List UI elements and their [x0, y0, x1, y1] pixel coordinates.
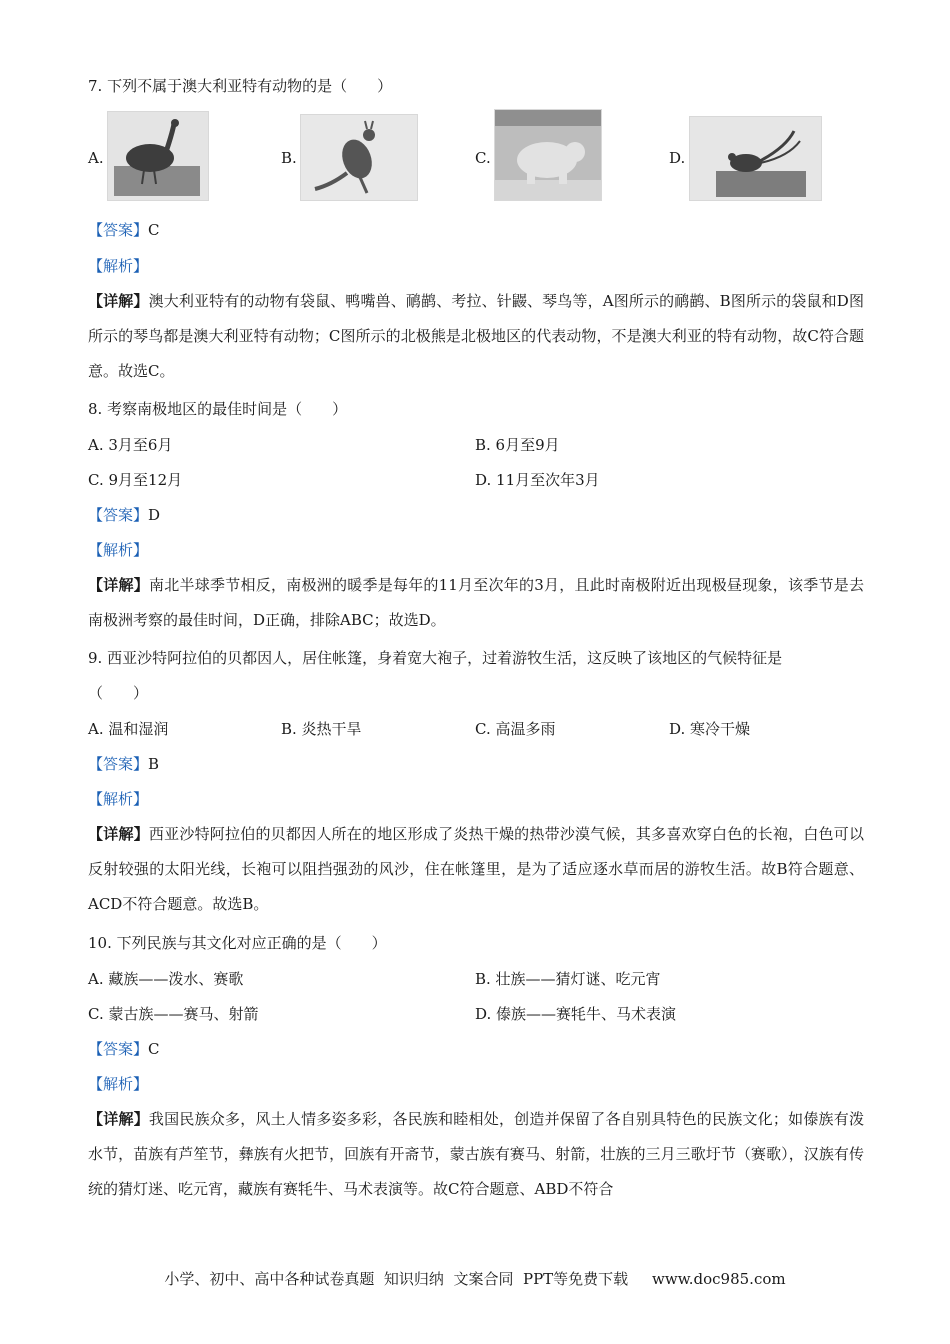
emu-icon	[108, 112, 208, 200]
analysis-tag: 解析	[103, 541, 134, 559]
q7-detail-paragraph: 【详解】澳大利亚特有的动物有袋鼠、鸭嘴兽、鸸鹋、考拉、针鼹、琴鸟等，A图所示的鸸鹋、B图所示的袋鼠和D图所示的琴鸟都是澳大利亚特有动物；C图所示的北极熊是北极地区的代表动物，不是澳大利亚的特有动物，故C符合题意。故选C。	[88, 292, 864, 380]
lyrebird-icon	[690, 117, 821, 200]
q9-stem-text: 9. 西亚沙特阿拉伯的贝都因人，居住帐篷，身着宽大袍子，过着游牧生活，这反映了该地区的气候特征是	[88, 649, 783, 667]
q7-option-c-label: C.	[475, 149, 491, 167]
detail-tag: 详解	[103, 825, 134, 843]
q10-option-c: C. 蒙古族——赛马、射箭	[88, 1005, 259, 1023]
q8-answer-line: 【答案】D	[88, 506, 161, 524]
detail-tag: 详解	[103, 292, 134, 310]
answer-value: B	[148, 755, 160, 773]
q9-option-b: B. 炎热干旱	[281, 720, 362, 738]
detail-tag: 详解	[103, 576, 134, 594]
q8-detail-paragraph: 【详解】南北半球季节相反，南极洲的暖季是每年的11月至次年的3月，且此时南极附近出现极昼现象，该季节是去南极洲考察的最佳时间，D正确，排除ABC；故选D。	[88, 576, 864, 629]
kangaroo-image	[300, 114, 418, 201]
q9-option-d: D. 寒冷干燥	[669, 720, 751, 738]
q10-option-b: B. 壮族——猜灯谜、吃元宵	[475, 970, 661, 988]
q8-stem: 8. 考察南极地区的最佳时间是（ ）	[88, 400, 348, 418]
polar-bear-image	[494, 109, 602, 201]
q9-option-a: A. 温和湿润	[88, 720, 169, 738]
q9-stem	[88, 641, 864, 711]
q8-option-d: D. 11月至次年3月	[475, 471, 600, 489]
q10-detail-paragraph: 【详解】我国民族众多，风土人情多姿多彩，各民族和睦相处，创造并保留了各自别具特色的民族文化；如傣族有泼水节，苗族有芦笙节，彝族有火把节，回族有开斋节，蒙古族有赛马、射箭，壮族的三月三歌圩节（赛歌），汉族有传统的猜灯迷、吃元宵，藏族有赛牦牛、马术表演等。故C符合题意、ABD不符合	[88, 1110, 864, 1198]
q8-analysis-line: 【解析】	[88, 541, 149, 559]
q10-option-d: D. 傣族——赛牦牛、马术表演	[475, 1005, 677, 1023]
q7-answer-line: 【答案】C	[88, 221, 160, 239]
q9-analysis-line: 【解析】	[88, 790, 149, 808]
analysis-tag: 解析	[103, 1075, 134, 1093]
kangaroo-icon	[301, 115, 417, 200]
detail-tag: 详解	[103, 1110, 134, 1128]
answer-value: C	[148, 221, 160, 239]
lyrebird-image	[689, 116, 822, 201]
q8-option-a: A. 3月至6月	[88, 436, 173, 454]
q9-option-c: C. 高温多雨	[475, 720, 556, 738]
q10-analysis-line: 【解析】	[88, 1075, 149, 1093]
q9-answer-line: 【答案】B	[88, 755, 160, 773]
answer-value: C	[148, 1040, 160, 1058]
analysis-tag: 解析	[103, 257, 134, 275]
detail-text: 我国民族众多，风土人情多姿多彩，各民族和睦相处，创造并保留了各自别具特色的民族文化；如傣族有泼水节，苗族有芦笙节，彝族有火把节，回族有开斋节，蒙古族有赛马、射箭，壮族的三月三歌圩节（赛歌），汉族有传统的猜灯迷、吃元宵，藏族有赛牦牛、马术表演等。故C符合题意、ABD不符合	[88, 1110, 864, 1198]
q7-option-a-label: A.	[88, 149, 104, 167]
q10-option-a: A. 藏族——泼水、赛歌	[88, 970, 244, 988]
answer-tag: 答案	[103, 221, 134, 239]
answer-tag: 答案	[103, 506, 134, 524]
q7-analysis-line: 【解析】	[88, 257, 149, 275]
detail-text: 西亚沙特阿拉伯的贝都因人所在的地区形成了炎热干燥的热带沙漠气候，其多喜欢穿白色的长袍，白色可以反射较强的太阳光线，长袍可以阻挡强劲的风沙，住在帐篷里，是为了适应逐水草而居的游牧生活。故B符合题意、ACD不符合题意。故选B。	[88, 825, 864, 913]
q7-option-b-label: B.	[281, 149, 297, 167]
page-footer: 小学、初中、高中各种试卷真题 知识归纳 文案合同 PPT等免费下载 www.doc985.com	[164, 1270, 786, 1288]
answer-value: D	[148, 506, 161, 524]
polar-bear-icon	[495, 110, 601, 200]
emu-image	[107, 111, 209, 201]
detail-text: 澳大利亚特有的动物有袋鼠、鸭嘴兽、鸸鹋、考拉、针鼹、琴鸟等，A图所示的鸸鹋、B图所示的袋鼠和D图所示的琴鸟都是澳大利亚特有动物；C图所示的北极熊是北极地区的代表动物，不是澳大利亚的特有动物，故C符合题意。故选C。	[88, 292, 864, 380]
q10-answer-line: 【答案】C	[88, 1040, 160, 1058]
q7-option-d-label: D.	[669, 149, 686, 167]
q9-detail-paragraph: 【详解】西亚沙特阿拉伯的贝都因人所在的地区形成了炎热干燥的热带沙漠气候，其多喜欢穿白色的长袍，白色可以反射较强的太阳光线，长袍可以阻挡强劲的风沙，住在帐篷里，是为了适应逐水草而居的游牧生活。故B符合题意、ACD不符合题意。故选B。	[88, 825, 864, 913]
answer-tag: 答案	[103, 1040, 134, 1058]
q7-stem: 7. 下列不属于澳大利亚特有动物的是（ ）	[88, 77, 393, 95]
answer-tag: 答案	[103, 755, 134, 773]
q8-option-b: B. 6月至9月	[475, 436, 560, 454]
q10-stem: 10. 下列民族与其文化对应正确的是（ ）	[88, 934, 387, 952]
analysis-tag: 解析	[103, 790, 134, 808]
q9-stem-paren: （ ）	[88, 684, 149, 702]
q8-option-c: C. 9月至12月	[88, 471, 183, 489]
detail-text: 南北半球季节相反，南极洲的暖季是每年的11月至次年的3月，且此时南极附近出现极昼现象，该季节是去南极洲考察的最佳时间，D正确，排除ABC；故选D。	[88, 576, 864, 629]
